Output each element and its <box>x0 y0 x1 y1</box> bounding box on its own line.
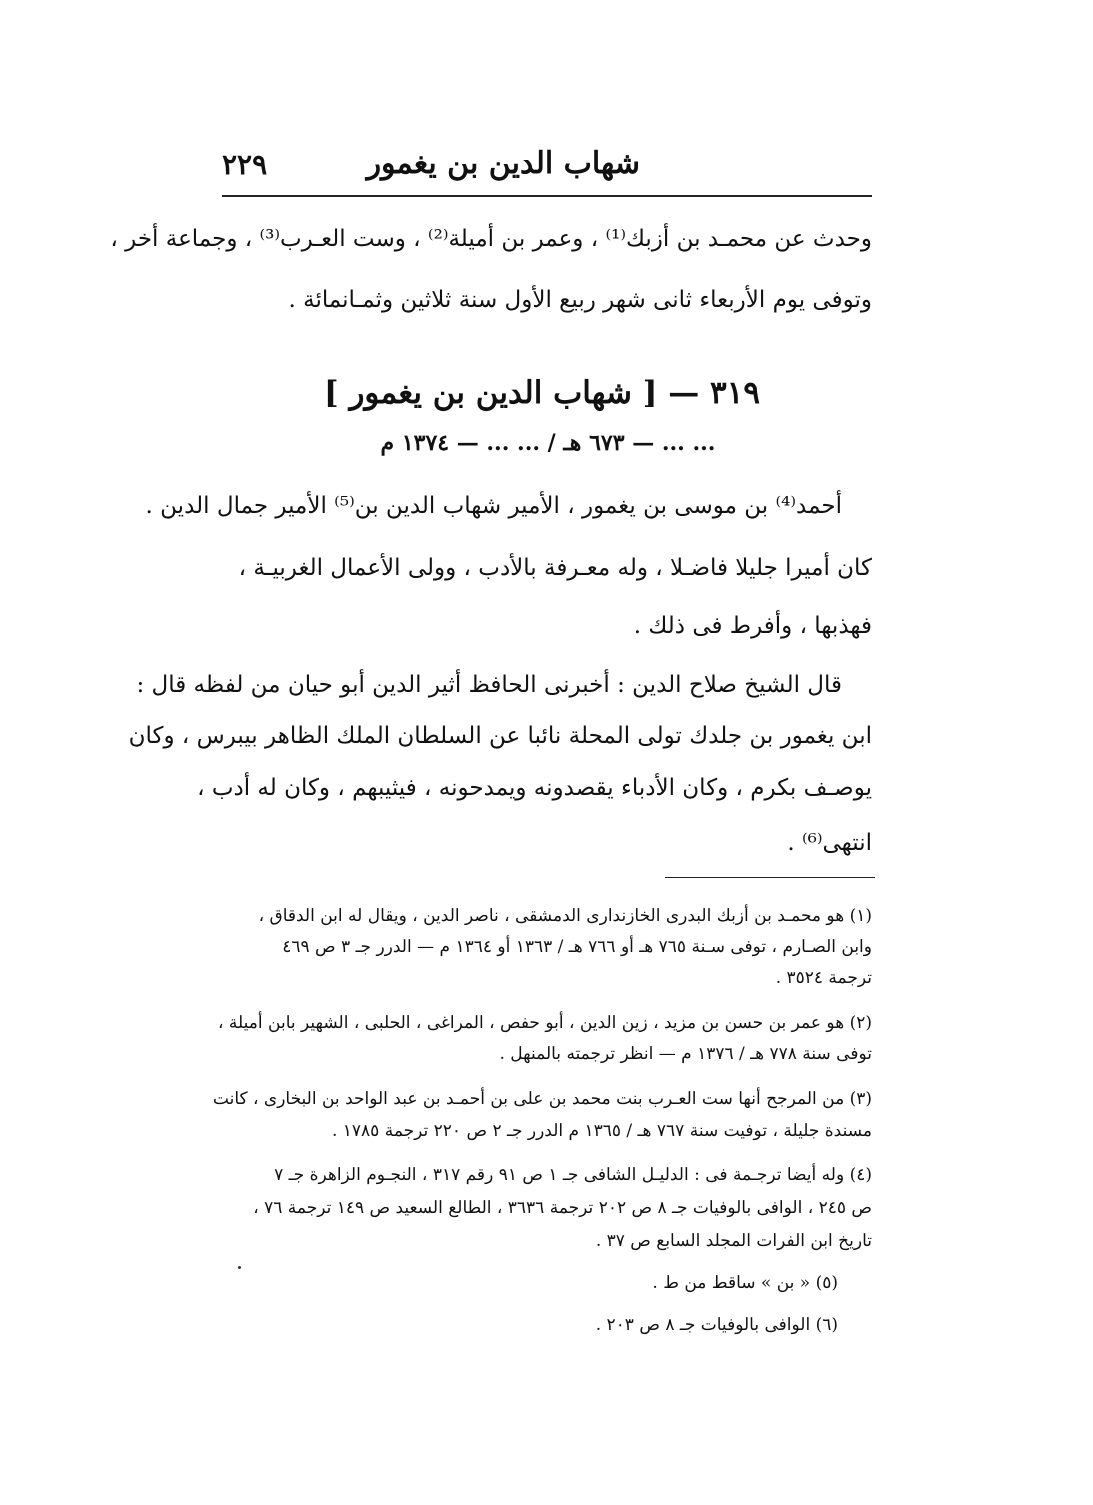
entry-line-1: أحمد⁽⁴⁾ بن موسى بن يغمور ، الأمير شهاب الدين بن⁽⁵⁾ الأمير جمال الدين . <box>145 493 842 519</box>
footnote-3-line-2: مسندة جليلة ، توفيت سنة ٧٦٧ هـ / ١٣٦٥ م الدرر جـ ٢ ص ٢٢٠ ترجمة ١٧٨٥ . <box>331 1121 872 1141</box>
entry-dates: ... ... — ٦٧٣ هـ / ... ... — ١٣٧٤ م <box>380 430 716 456</box>
footnote-4-line-2: ص ٢٤٥ ، الوافى بالوفيات جـ ٨ ص ٢٠٢ ترجمة ٣٦٣٦ ، الطالع السعيد ص ١٤٩ ترجمة ٧٦ ، <box>253 1198 872 1218</box>
body-line-2: وتوفى يوم الأربعاء ثانى شهر ربيع الأول سنة ثلاثين وثمـانمائة . <box>288 287 872 313</box>
page-number: ٢٢٩ <box>222 148 268 181</box>
footnote-rule <box>665 877 875 878</box>
entry-line-7: انتهى⁽⁶⁾ . <box>787 830 872 856</box>
footnote-3-line-1: (٣) من المرجح أنها ست العـرب بنت محمد بن على بن أحمـد بن عبد الواحد بن البخارى ، كانت <box>212 1089 872 1109</box>
body-line-1: وحدث عن محمـد بن أزبك⁽¹⁾ ، وعمر بن أميلة⁽²⁾ ، وست العـرب⁽³⁾ ، وجماعة أخر ، <box>110 226 872 252</box>
entry-line-4: قال الشيخ صلاح الدين : أخبرنى الحافظ أثير الدين أبو حيان من لفظه قال : <box>136 672 842 698</box>
running-title: شهاب الدين بن يغمور <box>366 146 640 181</box>
footnote-5: (٥) « بن » ساقط من ط . <box>652 1273 838 1293</box>
entry-line-6: يوصـف بكرم ، وكان الأدباء يقصدونه ويمدحونه ، فيثيبهم ، وكان له أدب ، <box>197 775 872 801</box>
footnote-2-line-1: (٢) هو عمر بن حسن بن مزيد ، زين الدين ، أبو حفص ، المراغى ، الحلبى ، الشهير بابن أميلة ، <box>218 1013 872 1033</box>
entry-line-5: ابن يغمور بن جلدك تولى المحلة نائبا عن السلطان الملك الظاهر بيبرس ، وكان <box>128 723 872 749</box>
footnote-4-line-3: تاريخ ابن الفرات المجلد السابع ص ٣٧ . <box>595 1231 872 1251</box>
footnote-6: (٦) الوافى بالوفيات جـ ٨ ص ٢٠٣ . <box>595 1315 838 1335</box>
entry-title: ٣١٩ — [ شهاب الدين بن يغمور ] <box>324 375 760 411</box>
running-header <box>222 146 872 196</box>
footnote-1-line-1: (١) هو محمـد بن أزبك البدرى الخازندارى الدمشقى ، ناصر الدين ، ويقال له ابن الدقاق ، <box>258 906 872 926</box>
footnote-2-line-2: توفى سنة ٧٧٨ هـ / ١٣٧٦ م — انظر ترجمته بالمنهل . <box>499 1044 872 1064</box>
entry-line-3: فهذبها ، وأفرط فى ذلك . <box>633 613 872 639</box>
scan-speck <box>238 1266 241 1269</box>
footnote-1-line-3: ترجمة ٣٥٢٤ . <box>775 968 872 988</box>
footnote-1-line-2: وابن الصـارم ، توفى سـنة ٧٦٥ هـ أو ٧٦٦ هـ / ١٣٦٣ أو ١٣٦٤ م — الدرر جـ ٣ ص ٤٦٩ <box>282 937 872 957</box>
entry-line-2: كان أميرا جليلا فاضـلا ، وله معـرفة بالأدب ، وولى الأعمال الغربيـة ، <box>238 555 872 581</box>
footnote-4-line-1: (٤) وله أيضا ترجـمة فى : الدليـل الشافى جـ ١ ص ٩١ رقم ٣١٧ ، النجـوم الزاهرة جـ ٧ <box>274 1165 872 1185</box>
header-rule <box>222 195 872 197</box>
